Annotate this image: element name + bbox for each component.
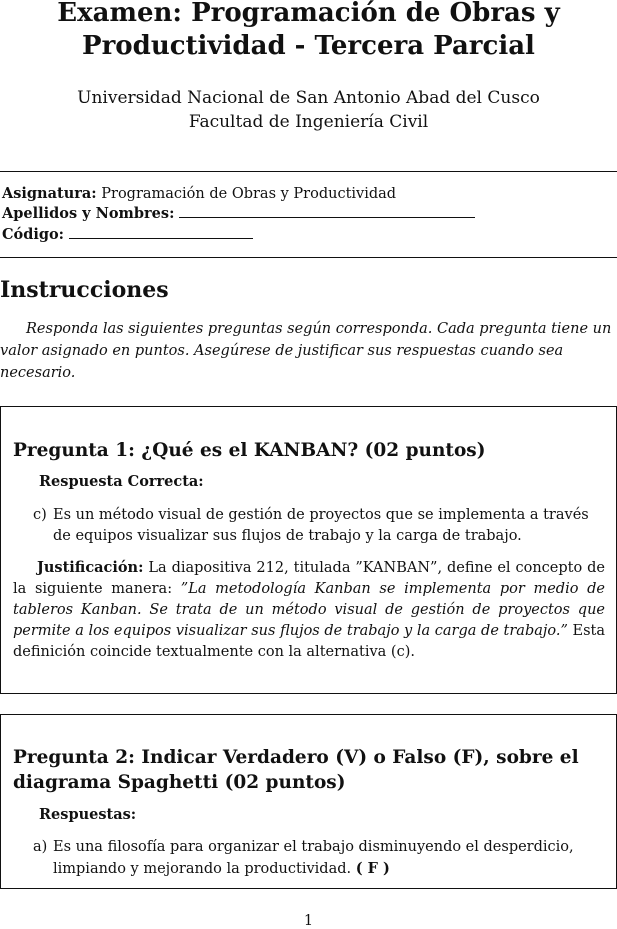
- title-line-2: Productividad - Tercera Parcial: [82, 31, 535, 61]
- subject-label: Asignatura:: [2, 185, 97, 202]
- code-blank: [69, 226, 253, 239]
- question-1-answer-label: Respuesta Correcta:: [39, 473, 204, 490]
- justification-quote: ”La metodología Kanban se implementa por medio de tableros Kanban. Se trata de un método visual de gestión de proyectos que permite a los equipos visualizar sus flujos de trabajo y la carga de trabajo.”: [13, 581, 605, 639]
- item-text: Es una filosofía para organizar el trabajo disminuyendo el desperdicio, limpiando y mejorando la productividad.: [53, 839, 574, 877]
- code-label: Código:: [2, 226, 65, 243]
- page-number: 1: [303, 913, 314, 929]
- name-blank: [179, 205, 475, 218]
- question-1-title: Pregunta 1: ¿Qué es el KANBAN? (02 puntos): [13, 440, 486, 461]
- code-row: [2, 225, 253, 245]
- name-row: [2, 204, 475, 224]
- subject-value: Programación de Obras y Productividad: [101, 186, 397, 202]
- question-2-answer-item: [33, 837, 605, 880]
- justification-text-2: Esta definición coincide textualmente con la alternativa (c).: [13, 623, 605, 660]
- item-text: Es un método visual de gestión de proyectos que se implementa a través de equipos visualizar sus flujos de trabajo y la carga de trabajo.: [53, 507, 589, 544]
- subject-row: [2, 184, 396, 204]
- instructions-heading: Instrucciones: [0, 277, 169, 303]
- item-marker: a): [33, 839, 48, 855]
- divider-top: [0, 171, 617, 172]
- question-1-justification: [13, 557, 605, 663]
- question-2-title: Pregunta 2: Indicar Verdadero (V) o Falso (F), sobre el diagrama Spaghetti (02 puntos): [13, 747, 579, 793]
- divider-bottom: [0, 257, 617, 258]
- name-label: Apellidos y Nombres:: [2, 205, 175, 222]
- instructions-text: Responda las siguientes preguntas según corresponda. Cada pregunta tiene un valor asignado en puntos. Asegúrese de justificar sus respuestas cuando sea necesario.: [0, 321, 612, 381]
- faculty-name: Facultad de Ingeniería Civil: [188, 112, 429, 132]
- exam-title: [0, 0, 617, 63]
- question-1-box: [0, 406, 617, 694]
- question-1-answer-item: [33, 505, 605, 547]
- university-name: Universidad Nacional de San Antonio Abad del Cusco: [77, 88, 540, 108]
- title-line-1: Examen: Programación de Obras y: [57, 0, 560, 28]
- justification-label: Justificación:: [37, 559, 144, 576]
- question-2-answer-label: Respuestas:: [39, 806, 137, 823]
- item-answer: ( F ): [355, 860, 390, 877]
- item-marker: c): [33, 507, 47, 523]
- justification-text-1: La diapositiva 212, titulada ”KANBAN”, define el concepto de la siguiente manera:: [13, 560, 605, 597]
- question-2-box: [0, 714, 617, 889]
